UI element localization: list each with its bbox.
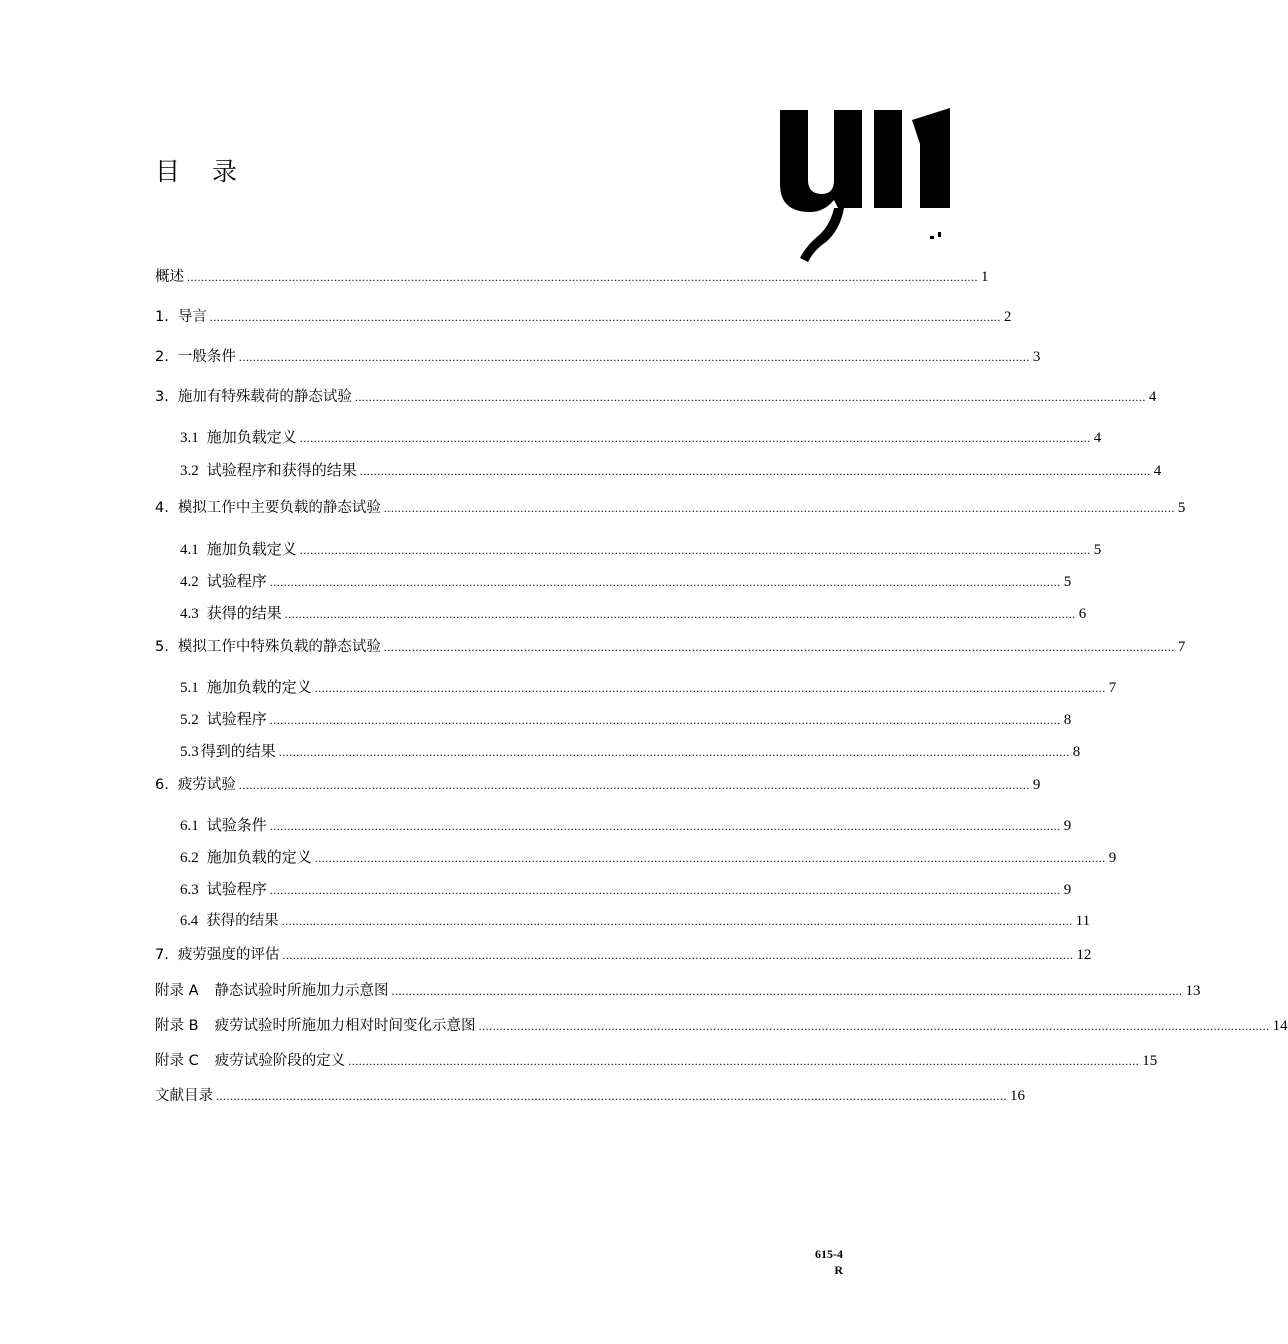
dot-leader: .................................................................................................................................................................................................................................. [238, 778, 1030, 792]
toc-entry[interactable] [180, 602, 1087, 624]
dot-leader: .................................................................................................................................................................................................................................. [282, 948, 1074, 962]
toc-entry-page: 5 [1063, 574, 1072, 590]
toc-entry-number: 7. [155, 947, 169, 963]
toc-entry-page: 5 [1093, 542, 1102, 558]
toc-entry-label: 疲劳试验阶段的定义 [214, 1053, 346, 1069]
toc-entry[interactable] [155, 306, 1012, 328]
toc-entry-number: 3. [155, 389, 169, 405]
toc-entry-number: 6.1 [180, 818, 199, 834]
toc-entry[interactable] [180, 538, 1102, 560]
toc-entry-label: 施加负载定义 [206, 540, 297, 558]
toc-entry-page: 9 [1063, 818, 1072, 834]
toc-entry-page: 2 [1003, 309, 1012, 325]
logo [778, 108, 950, 268]
toc-entry-label: 文献目录 [155, 1088, 213, 1104]
dot-leader: .................................................................................................................................................................................................................................. [314, 851, 1106, 865]
dot-leader: .................................................................................................................................................................................................................................. [269, 883, 1061, 897]
toc-entry-label: 施加负载的定义 [206, 848, 312, 866]
dot-leader: .................................................................................................................................................................................................................................. [216, 1089, 1007, 1103]
dot-leader: .................................................................................................................................................................................................................................. [354, 390, 1146, 404]
toc-entry-number: 6.4 [180, 913, 199, 929]
dot-leader: .................................................................................................................................................................................................................................. [284, 607, 1076, 621]
dot-leader: .................................................................................................................................................................................................................................. [383, 501, 1175, 515]
toc-entry-number: 4.3 [180, 606, 199, 622]
toc-entry-page: 14 [1272, 1018, 1288, 1034]
toc-entry-label: 疲劳试验时所施加力相对时间变化示意图 [214, 1018, 476, 1034]
toc-entry-label: 疲劳试验 [177, 777, 236, 793]
toc-entry-label: 模拟工作中特殊负载的静态试验 [177, 639, 381, 655]
toc-entry-label: 获得的结果 [206, 604, 282, 622]
toc-entry-page: 4 [1093, 430, 1102, 446]
toc-entry-page: 7 [1108, 680, 1117, 696]
toc-entry-page: 9 [1108, 850, 1117, 866]
toc-entry-page: 13 [1185, 983, 1201, 999]
dot-leader: .................................................................................................................................................................................................................................. [348, 1054, 1140, 1068]
toc-entry[interactable] [155, 386, 1157, 408]
toc-entry-number: 6.3 [180, 882, 199, 898]
toc-entry-label: 概述 [155, 269, 184, 285]
toc-entry[interactable] [180, 878, 1072, 900]
toc-entry-label: 模拟工作中主要负载的静态试验 [177, 500, 381, 516]
toc-entry-label: 试验程序 [206, 880, 267, 898]
toc-entry[interactable] [180, 570, 1072, 592]
toc-entry[interactable] [155, 497, 1186, 519]
document-code: 615-4 [815, 1247, 843, 1261]
toc-entry-page: 16 [1010, 1088, 1025, 1104]
toc-entry-page: 9 [1063, 882, 1072, 898]
toc-entry-number: 4.2 [180, 574, 199, 590]
toc-entry[interactable] [180, 676, 1117, 698]
dot-leader: .................................................................................................................................................................................................................................. [359, 464, 1151, 478]
toc-entry-page: 3 [1032, 349, 1041, 365]
toc-entry-label: 静态试验时所施加力示意图 [214, 983, 389, 999]
toc-entry[interactable] [155, 346, 1041, 368]
dot-leader: .................................................................................................................................................................................................................................. [299, 543, 1091, 557]
toc-entry-number: 5.3 [180, 744, 199, 760]
toc-entry-number: 3.1 [180, 430, 199, 446]
toc-entry-number: 附录 C [155, 1053, 199, 1069]
toc-entry-page: 8 [1072, 744, 1081, 760]
dot-leader: .................................................................................................................................................................................................................................. [391, 984, 1183, 998]
dot-leader: .................................................................................................................................................................................................................................. [269, 713, 1061, 727]
dot-leader: .................................................................................................................................................................................................................................. [278, 745, 1070, 759]
toc-entry[interactable] [180, 740, 1081, 762]
dot-leader: .................................................................................................................................................................................................................................. [478, 1019, 1270, 1033]
toc-entry-label: 试验条件 [206, 816, 267, 834]
toc-entry[interactable] [180, 846, 1117, 868]
toc-entry-label: 疲劳强度的评估 [177, 947, 280, 963]
dot-leader: .................................................................................................................................................................................................................................. [269, 819, 1061, 833]
toc-entry-number: 4.1 [180, 542, 199, 558]
revision-mark: R [834, 1263, 843, 1277]
page-footer [815, 1246, 843, 1278]
dot-leader: .................................................................................................................................................................................................................................. [314, 681, 1106, 695]
dot-leader: .................................................................................................................................................................................................................................. [187, 270, 978, 284]
toc-entry-number: 附录 A [155, 983, 199, 999]
toc-entry[interactable] [180, 910, 1091, 932]
toc-entry-label: 试验程序和获得的结果 [206, 461, 357, 479]
page-title: 目 录 [155, 157, 249, 186]
dot-leader: .................................................................................................................................................................................................................................. [383, 640, 1175, 654]
toc-entry[interactable] [180, 708, 1072, 730]
dot-leader: .................................................................................................................................................................................................................................. [238, 350, 1030, 364]
toc-entry-page: 6 [1078, 606, 1087, 622]
toc-entry-number: 1. [155, 309, 169, 325]
toc-entry-number: 2. [155, 349, 169, 365]
toc-entry-label: 一般条件 [177, 349, 236, 365]
toc-entry[interactable] [180, 459, 1162, 481]
toc-entry-number: 4. [155, 500, 169, 516]
toc-entry[interactable] [155, 1015, 1288, 1037]
dot-leader: .................................................................................................................................................................................................................................. [209, 310, 1001, 324]
toc-entry-label: 导言 [177, 309, 207, 325]
toc-entry-page: 8 [1063, 712, 1072, 728]
toc-entry-label: 施加负载的定义 [206, 678, 312, 696]
toc-entry-number: 3.2 [180, 463, 199, 479]
toc-entry[interactable] [155, 266, 989, 288]
toc-entry[interactable] [155, 636, 1186, 658]
dot-leader: .................................................................................................................................................................................................................................. [269, 575, 1061, 589]
toc-entry-page: 5 [1177, 500, 1186, 516]
toc-entry-number: 6. [155, 777, 169, 793]
toc-entry-label: 施加负载定义 [206, 428, 297, 446]
toc-entry-page: 9 [1032, 777, 1041, 793]
toc-entry-number: 6.2 [180, 850, 199, 866]
toc-entry-number: 附录 B [155, 1018, 199, 1034]
toc-entry[interactable] [180, 814, 1072, 836]
toc-entry-page: 1 [981, 269, 989, 285]
toc-entry[interactable] [155, 1050, 1158, 1072]
dot-leader: .................................................................................................................................................................................................................................. [281, 914, 1073, 928]
toc-entry[interactable] [155, 1085, 1025, 1107]
toc-entry-label: 试验程序 [206, 572, 267, 590]
toc-entry-number: 5.2 [180, 712, 199, 728]
toc-entry-label: 得到的结果 [200, 742, 276, 760]
toc-entry-page: 4 [1153, 463, 1162, 479]
toc-entry-page: 11 [1075, 913, 1091, 929]
dot-leader: .................................................................................................................................................................................................................................. [299, 431, 1091, 445]
toc-entry[interactable] [180, 426, 1102, 448]
toc-entry[interactable] [155, 774, 1041, 796]
toc-entry-label: 获得的结果 [206, 913, 279, 929]
toc-entry[interactable] [155, 980, 1201, 1002]
toc-entry[interactable] [155, 944, 1092, 966]
toc-entry-number: 5. [155, 639, 169, 655]
toc-entry-page: 7 [1177, 639, 1186, 655]
toc-entry-label: 施加有特殊载荷的静态试验 [177, 389, 352, 405]
toc-entry-page: 12 [1076, 947, 1092, 963]
toc-entry-page: 4 [1148, 389, 1157, 405]
toc-entry-number: 5.1 [180, 680, 199, 696]
toc-entry-label: 试验程序 [206, 710, 267, 728]
toc-entry-page: 15 [1142, 1053, 1158, 1069]
